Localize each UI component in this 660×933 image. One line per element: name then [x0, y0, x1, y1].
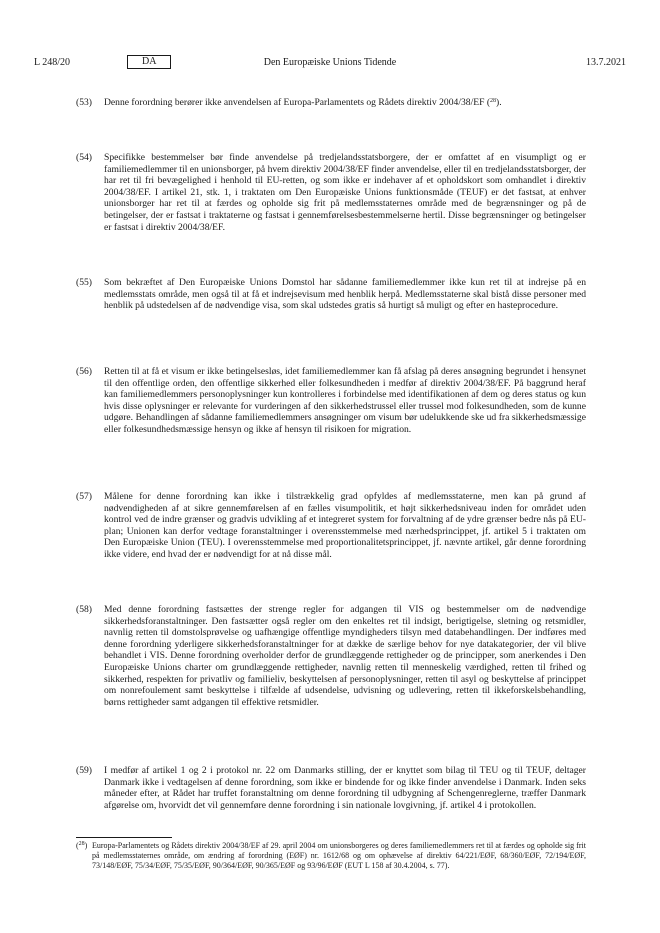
recital-56: Retten til at få et visum er ikke betingelsesløs, idet familiemedlemmer kan få afslag på deres ansøgning begrundet i hensynet til den offentlige orden, den offentlige sikkerhed eller folkesundheden i medfør af direktiv 2004/38/EF. På baggrund heraf kan familiemedlemmers personoplysninger kun kontrolleres i forbindelse med identifikationen af dem og deres status og kun hvis disse oplysninger er relevante for vurderingen af den sikkerhedstrussel eller trussel mod folkesundheden, som de kunne udgøre. Behandlingen af sådanne familiemedlemmers ansøgninger om visum bør udelukkende ske ud fra sikkerhedsmæssige eller folkesundhedsmæssige hensyn og ikke af hensyn til risikoen for migration.	[104, 366, 586, 435]
recital-number: (54)	[76, 152, 92, 163]
journal-title: Den Europæiske Unions Tidende	[263, 57, 397, 68]
recital-58: Med denne forordning fastsættes der strenge regler for adgangen til VIS og bestemmelser om de nødvendige sikkerhedsforanstaltninger. Den fastsætter også regler om den enkeltes ret til indsigt, berigtigelse, sletning og retsmidler, navnlig retten til domstolsprøvelse og uafhængige offentlige myndigheders tilsyn med databehandlingen. Der indføres med denne forordning yderligere sikkerhedsforanstaltninger for at dække de særlige behov for nye datakategorier, der vil blive behandlet i VIS. Denne forordning overholder derfor de grundlæggende rettigheder og de principper, som anerkendes i Den Europæiske Unions charter om grundlæggende rettigheder, navnlig retten til menneskelig værdighed, retten til frihed og sikkerhed, respekten for privatliv og familieliv, beskyttelsen af personoplysninger, retten til asyl og beskyttelse af princippet om nonrefoulement samt beskyttelse i tilfælde af udsendelse, udvisning og udlevering, retten til ikkeforskelsbehandling, børns rettigheder samt adgangen til effektive retsmidler.	[104, 604, 586, 708]
recital-57: Målene for denne forordning kan ikke i tilstrækkelig grad opfyldes af medlemsstaterne, men kan på grund af nødvendigheden af at sikre gennemførelsen af en fælles visumpolitik, et højt sikkerhedsniveau inden for området uden kontrol ved de indre grænser og gradvis udvikling af et integreret system for forvaltning af de ydre grænser bedre nås på EU-plan; Unionen kan derfor vedtage foranstaltninger i overensstemmelse med nærhedsprincippet, jf. artikel 5 i traktaten om Den Europæiske Union (TEU). I overensstemmelse med proportionalitetsprincippet, jf. nævnte artikel, går denne forordning ikke videre, end hvad der er nødvendigt for at nå disse mål.	[104, 491, 586, 560]
recital-53	[104, 97, 586, 109]
language-badge: DA	[127, 55, 171, 69]
footnote-divider	[76, 837, 172, 838]
recital-text-end: ).	[496, 97, 502, 108]
recital-54: Specifikke bestemmelser bør finde anvendelse på tredjelandsstatsborgere, der er omfattet af en visumpligt og er familiemedlemmer til en unionsborger, på hvem direktiv 2004/38/EF finder anvendelse, eller til en tredjelandsstatsborger, der har ret til fri bevægelighed i henhold til EU-retten, og som ikke er indehaver af et opholdskort som omhandlet i direktiv 2004/38/EF. I artikel 21, stk. 1, i traktaten om Den Europæiske Unions funktionsmåde (TEUF) er det fastsat, at enhver unionsborger har ret til at færdes og opholde sig frit på medlemsstaternes område med de begrænsninger og på de betingelser, der er fastsat i traktaterne og fastsat i gennemførelsesbestemmelserne hertil. Disse begrænsninger og betingelser er fastsat i direktiv 2004/38/EF.	[104, 152, 586, 233]
recital-number: (56)	[76, 366, 92, 377]
page-reference: L 248/20	[34, 57, 71, 68]
recital-number: (59)	[76, 765, 92, 776]
recital-55: Som bekræftet af Den Europæiske Unions Domstol har sådanne familiemedlemmer ikke kun ret til at indrejse på en medlemsstats område, men også til at få et indrejsevisum med henblik herpå. Medlemsstaterne skal bistå disse personer med henblik på udstedelsen af de nødvendige visa, som skal udstedes gratis så hurtigt så muligt og efter en hasteprocedure.	[104, 277, 586, 312]
footnote-marker: ($^{28}$)	[76, 841, 88, 850]
publication-date: 13.7.2021	[586, 57, 626, 68]
recital-number: (53)	[76, 97, 92, 108]
recital-number: (55)	[76, 277, 92, 288]
recital-number: (57)	[76, 491, 92, 502]
recital-text: Denne forordning berører ikke anvendelsen af Europa-Parlamentets og Rådets direktiv 2004/38/EF (	[104, 97, 491, 108]
footnote-text: Europa-Parlamentets og Rådets direktiv 2004/38/EF af 29. april 2004 om unionsborgeres og deres familiemedlemmers ret til at færdes og opholde sig frit på medlemsstaternes område, om ændring af forordning (EØF) nr. 1612/68 og om ophævelse af direktiv 64/221/EØF, 68/360/EØF, 72/194/EØF, 73/148/EØF, 75/34/EØF, 75/35/EØF, 90/364/EØF, 90/365/EØF og 93/96/EØF (EUT L 158 af 30.4.2004, s. 77).	[92, 841, 586, 870]
footnote-number: 28	[78, 841, 85, 847]
recital-59: I medfør af artikel 1 og 2 i protokol nr. 22 om Danmarks stilling, der er knyttet som bilag til TEU og til TEUF, deltager Danmark ikke i vedtagelsen af denne forordning, som ikke er bindende for og ikke finder anvendelse i Danmark. Inden seks måneder efter, at Rådet har truffet foranstaltning om denne forordning til udbygning af Schengenreglerne, træffer Danmark afgørelse om, hvorvidt det vil gennemføre denne forordning i sin nationale lovgivning, jf. artikel 4 i protokollen.	[104, 765, 586, 811]
page-header	[34, 56, 626, 72]
footnote-reference[interactable]: 28	[490, 98, 497, 104]
recital-number: (58)	[76, 604, 92, 615]
